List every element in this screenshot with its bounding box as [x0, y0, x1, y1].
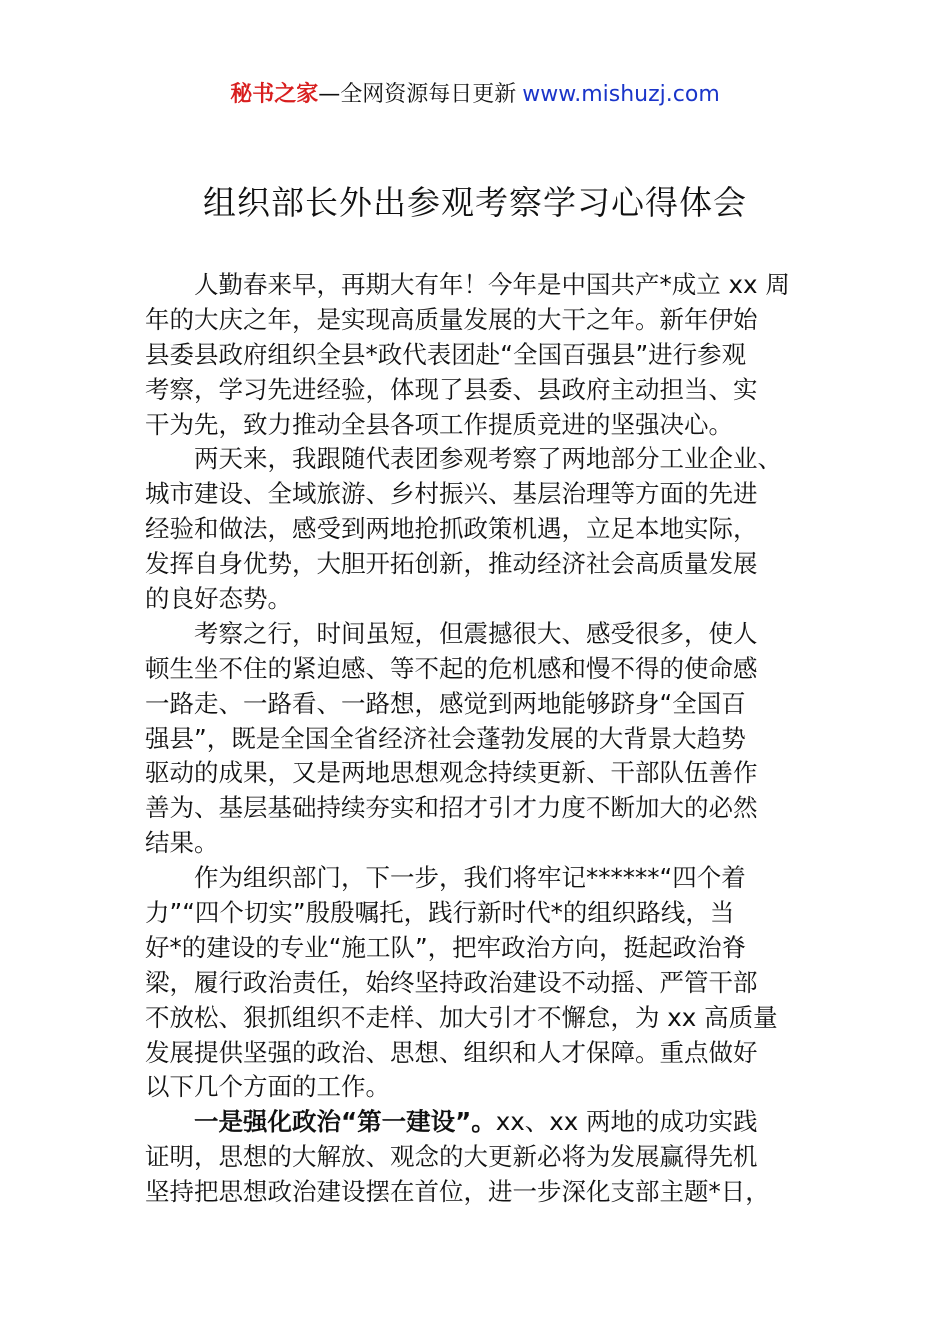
- line-text: 好*的建设的专业“施工队”，把牢政治方向，挺起政治脊: [145, 932, 747, 962]
- line-text: 两天来，我跟随代表团参观考察了两地部分工业企业、: [194, 444, 782, 474]
- text-line: [145, 1140, 810, 1175]
- text-line: [145, 687, 810, 722]
- site-header: [0, 78, 950, 112]
- line-text: 梁，履行政治责任，始终坚持政治建设不动摇、严管干部: [145, 967, 758, 997]
- line-text: 发挥自身优势，大胆开拓创新，推动经济社会高质量发展: [145, 549, 758, 579]
- site-url-link[interactable]: www.mishuzj.com: [522, 82, 720, 107]
- text-line: [145, 791, 810, 826]
- line-text: 强县”，既是全国全省经济社会蓬勃发展的大背景大趋势: [145, 723, 746, 753]
- text-line: [145, 826, 810, 861]
- text-line: [145, 722, 810, 757]
- line-text: 县委县政府组织全县*政代表团赴“全国百强县”进行参观: [145, 339, 747, 369]
- text-line: [145, 1070, 810, 1105]
- text-line: [145, 373, 810, 408]
- line-text: 力”“四个切实”殷殷嘱托，践行新时代*的组织路线，当: [145, 898, 735, 928]
- text-line: [145, 547, 810, 582]
- text-line: [145, 512, 810, 547]
- line-text: 驱动的成果，又是两地思想观念持续更新、干部队伍善作: [145, 758, 758, 788]
- line-text: 干为先，致力推动全县各项工作提质竞进的坚强决心。: [145, 409, 733, 439]
- text-line: [145, 861, 810, 896]
- site-tagline: —全网资源每日更新: [318, 82, 517, 107]
- text-line: [145, 756, 810, 791]
- text-line: [145, 896, 810, 931]
- text-line: [145, 582, 810, 617]
- document-body: [145, 268, 810, 1210]
- document-title: 组织部长外出参观考察学习心得体会: [203, 183, 747, 222]
- line-text: 城市建设、全域旅游、乡村振兴、基层治理等方面的先进: [145, 479, 758, 509]
- line-text: 结果。: [145, 828, 219, 858]
- line-text: 证明，思想的大解放、观念的大更新必将为发展赢得先机: [145, 1142, 758, 1172]
- text-line: [145, 931, 810, 966]
- line-text: 顿生坐不住的紧迫感、等不起的危机感和慢不得的使命感: [145, 653, 758, 683]
- line-text: 经验和做法，感受到两地抢抓政策机遇，立足本地实际，: [145, 514, 758, 544]
- line-text: 考察之行，时间虽短，但震撼很大、感受很多，使人: [194, 618, 758, 648]
- text-line: [145, 442, 810, 477]
- text-line: [145, 268, 810, 303]
- text-line: [145, 1105, 810, 1140]
- line-text: 以下几个方面的工作。: [145, 1072, 390, 1102]
- text-line: [145, 1036, 810, 1071]
- text-line: [145, 477, 810, 512]
- text-line: [145, 303, 810, 338]
- site-brand: 秘书之家: [230, 82, 319, 107]
- line-text: 发展提供坚强的政治、思想、组织和人才保障。重点做好: [145, 1037, 758, 1067]
- text-line: [145, 408, 810, 443]
- text-line: [145, 652, 810, 687]
- text-line: [145, 1175, 810, 1210]
- text-line: [145, 966, 810, 1001]
- line-text: 的良好态势。: [145, 584, 292, 614]
- line-text: 坚持把思想政治建设摆在首位，进一步深化支部主题*日，: [145, 1177, 770, 1207]
- line-text: 不放松、狠抓组织不走样、加大引才不懈怠，为 xx 高质量: [145, 1002, 778, 1032]
- line-text: xx、xx 两地的成功实践: [495, 1107, 758, 1137]
- line-text: 作为组织部门，下一步，我们将牢记******“四个着: [194, 863, 746, 893]
- line-text: 人勤春来早，再期大有年！今年是中国共产*成立 xx 周: [194, 270, 790, 299]
- text-line: [145, 617, 810, 652]
- line-text: 善为、基层基础持续夯实和招才引才力度不断加大的必然: [145, 793, 758, 823]
- section-heading: 一是强化政治“第一建设”。: [194, 1107, 496, 1137]
- text-line: [145, 1001, 810, 1036]
- text-line: [145, 338, 810, 373]
- line-text: 考察，学习先进经验，体现了县委、县政府主动担当、实: [145, 374, 758, 404]
- line-text: 一路走、一路看、一路想，感觉到两地能够跻身“全国百: [145, 688, 746, 718]
- line-text: 年的大庆之年，是实现高质量发展的大干之年。新年伊始: [145, 304, 758, 334]
